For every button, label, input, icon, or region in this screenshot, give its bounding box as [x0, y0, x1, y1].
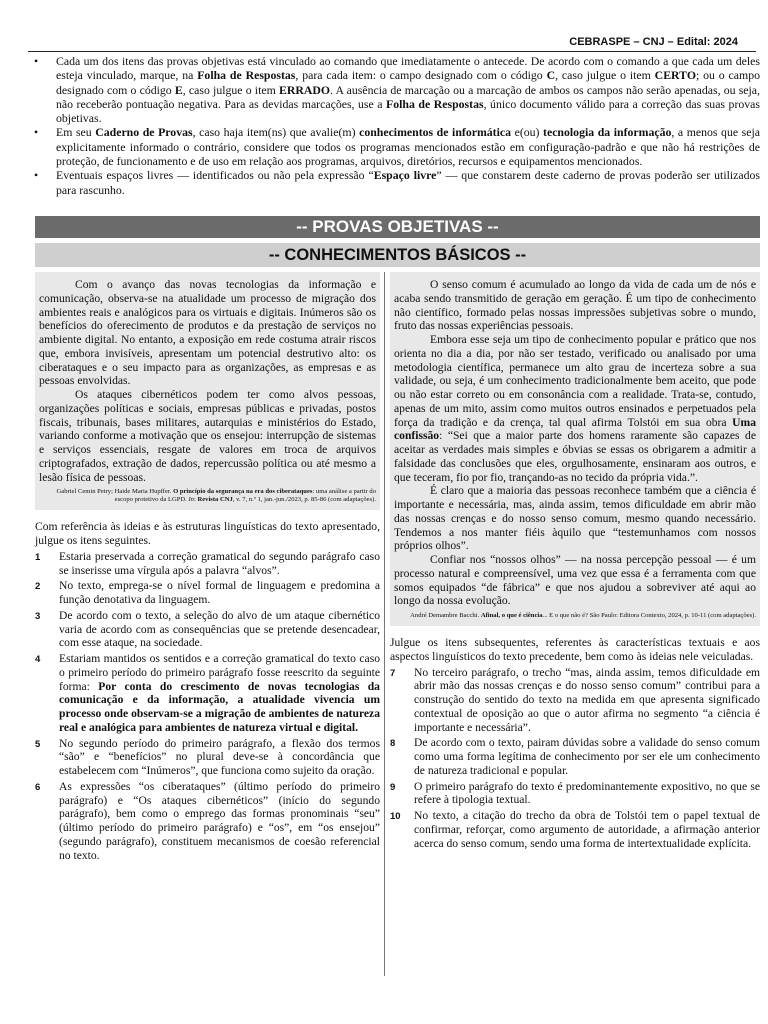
- question-items: [390, 666, 760, 851]
- passage-paragraph: Os ataques cibernéticos podem ter como alvos pessoas, organizações políticas e sociais, empresas públicas e privadas, postos fiscais, tribunais, bases militares, autarquias e ministérios do Estado, variando conforme a motivação que os ensejou: interrupção de sistemas e serviços essenciais, resgate de valores em troca de arquivos criptografados, extração de dados, repercussão política ou até mesmo a lesão física de pessoas.: [39, 388, 376, 484]
- column-divider: [384, 272, 385, 976]
- item-text: Estaria preservada a correção gramatical do segundo parágrafo caso se inserisse uma vírgula após a palavra “alvos”.: [59, 549, 380, 577]
- instruction-text: Eventuais espaços livres — identificados ou não pela expressão “Espaço livre” — que constarem deste caderno de provas poderão ser utilizados para rascunho.: [56, 168, 761, 197]
- item-text: No segundo período do primeiro parágrafo, a flexão dos termos “são” e “benefícios” no plural deve-se à concordância que estabelecem com “Inúmeros”, que funciona como sujeito da oração.: [59, 736, 380, 777]
- item-number: 7: [390, 667, 396, 679]
- instructions-list: [30, 54, 760, 197]
- bullet-icon: •: [34, 125, 39, 140]
- item-text: O primeiro parágrafo do texto é predominantemente expositivo, no que se refere à tipologia textual.: [414, 779, 760, 807]
- item-number: 1: [35, 551, 41, 563]
- instruction-text: Em seu Caderno de Provas, caso haja item(ns) que avalie(m) conhecimentos de informática e(ou) tecnologia da informação, a menos que seja explicitamente informado o contrário, considere que todos os programas mencionados estão em configuração-padrão e que não há restrições de proteção, de funcionamento e de uso em relação aos programas, arquivos, diretórios, recursos e equipamentos mencionados.: [56, 125, 760, 169]
- text-passage-2: [390, 272, 760, 626]
- question-item: [390, 809, 760, 850]
- bullet-icon: •: [34, 168, 39, 183]
- question-item: [35, 550, 380, 578]
- item-text: As expressões “os ciberataques” (último período do primeiro parágrafo) e “Os ataques cibernéticos” (início do segundo parágrafo), bem como o emprego das formas pronominais “seu” (último período do primeiro parágrafo) e “os”, em “os ensejou” (segundo parágrafo), constituem mecanismos de coesão referencial no texto.: [59, 779, 380, 862]
- question-items: [35, 550, 380, 863]
- right-column: [390, 272, 760, 850]
- item-text: De acordo com o texto, pairam dúvidas sobre a validade do senso comum como uma forma legítima de conhecimento por ser ele um conhecimento de natureza tradicional e popular.: [414, 736, 760, 777]
- question-item: [390, 666, 760, 735]
- passage-source: André Demambre Bacchi. Afinal, o que é ciência... E o que não é? São Paulo: Editora Contexto, 2024, p. 10-11 (com adaptações).: [410, 612, 756, 619]
- item-number: 3: [35, 610, 41, 622]
- passage-paragraph: O senso comum é acumulado ao longo da vida de cada um de nós e acaba sendo transmitido de geração em geração. É um tipo de conhecimento não científico, formado pelas nossas impressões subjetivas sobre o mundo, fruto das nossas experiências pessoais.: [394, 278, 756, 333]
- question-item: [35, 579, 380, 607]
- item-number: 9: [390, 781, 396, 793]
- item-number: 5: [35, 738, 41, 750]
- item-text: No texto, emprega-se o nível formal de linguagem e predomina a função denotativa da linguagem.: [59, 579, 380, 606]
- item-number: 4: [35, 654, 41, 665]
- item-number: 2: [35, 581, 41, 593]
- bullet-icon: •: [34, 54, 39, 68]
- item-text: No terceiro parágrafo, o trecho “mas, ainda assim, temos dificuldade em abrir mão das nossas crenças e do nosso senso comum” contribui para a construção do sentido do texto na medida em que apresenta significado contextual de oposição ao que o autor afirma no segmento “a ciência é importante e necessária”.: [414, 665, 760, 734]
- item-number: 6: [35, 781, 41, 793]
- item-text: No texto, a citação do trecho da obra de Tolstói tem o papel textual de confirmar, reforçar, como argumento de autoridade, a afirmação anterior acerca do senso comum, sendo uma forma de intertextualidade explícita.: [414, 809, 760, 850]
- passage-paragraph: Com o avanço das novas tecnologias da informação e comunicação, observa-se na atualidade um processo de migração dos ambientes reais e analógicos para os virtuais e digitais. Inúmeros são os benefícios do oferecimento de produtos e da prestação de serviços no ambiente digital. No entanto, a exposição em rede costuma atrair riscos que, embora invisíveis, apresentam um potencial destrutivo alto: os ciberataques e o seu impacto para as organizações, as empresas e as pessoas envolvidas.: [39, 278, 376, 388]
- question-prompt: Com referência às ideias e às estruturas linguísticas do texto apresentado, julgue os itens seguintes.: [35, 520, 380, 547]
- header-rule: [28, 51, 756, 52]
- exam-header: CEBRASPE – CNJ – Edital: 2024: [569, 36, 738, 48]
- section-band-main: -- PROVAS OBJETIVAS --: [35, 216, 760, 238]
- question-item: [35, 652, 380, 735]
- instruction-item: [30, 168, 760, 197]
- passage-paragraph: Confiar nos “nossos olhos” — na nossa percepção pessoal — é um processo natural e compreensível, uma vez que essa é a ferramenta com que somos equipados “de fábrica” e que nos ajudou a sobreviver até aqui ao longo da nossa evolução.: [394, 553, 756, 608]
- passage-source: Gabriel Cemin Petry; Haide Maria Hupffer. O princípio da segurança na era dos ciberataques: uma análise a partir do escopo protetivo da LGPD. In: Revista CNJ, v. 7, n.º 1, jan.-jun./2023, p. 85-86 (com adaptações).: [56, 488, 376, 504]
- question-item: [35, 609, 380, 650]
- question-prompt: Julgue os itens subsequentes, referentes às características textuais e aos aspectos linguísticos do texto precedente, bem como às ideias nele veiculadas.: [390, 636, 760, 663]
- passage-paragraph: É claro que a maioria das pessoas reconhece também que a ciência é importante e necessária, mas, ainda assim, temos dificuldade em abrir mão das nossas crenças e do nosso senso comum, mesmo quando necessário. Tendemos a nos manter fiéis àquilo que “testemunhamos com nossos próprios olhos”.: [394, 484, 756, 553]
- item-number: 8: [390, 738, 396, 750]
- question-item: [35, 737, 380, 778]
- item-number: 10: [390, 811, 401, 822]
- item-text: De acordo com o texto, a seleção do alvo de um ataque cibernético varia de acordo com as consequências que se pretende desencadear, com esse ataque, na sociedade.: [59, 608, 380, 650]
- instruction-item: [30, 54, 760, 125]
- item-text: Estariam mantidos os sentidos e a correção gramatical do texto caso o primeiro período do primeiro parágrafo fosse reescrito da seguinte forma: Por conta do crescimento de novas tecnologias da comunicação e da informação, a atualidade vivencia um processo onde observam-se a migração de ambientes de natureza real e analógica para ambientes de natureza virtual e digital.: [59, 652, 380, 734]
- question-item: [35, 780, 380, 863]
- instruction-item: [30, 125, 760, 168]
- left-column: [35, 272, 380, 862]
- text-passage-1: [35, 272, 380, 510]
- question-item: [390, 736, 760, 777]
- question-item: [390, 780, 760, 808]
- passage-paragraph: Embora esse seja um tipo de conhecimento popular e prático que nos orienta no dia a dia, por não ser testado, verificado ou analisado por uma metodologia científica, permanece um alto grau de incerteza sobre a sua validade, ou seja, é um conhecimento tradicionalmente bem aceito, que pode ou não estar correto ou em consonância com a realidade. Trata-se, contudo, apenas de um mito, assim como muitos outros ensinados e perpetuados pela força da tradição e da crença, tal qual afirma Tolstói em sua obra Uma confissão: “Sei que a maior parte dos homens raramente são capazes de aceitar as verdades mais simples e óbvias se essas os obrigarem a admitir a falsidade das conclusões que eles, orgulhosamente, ensinaram aos outros, e que teceram, fio por fio, trançando-as no tecido da própria vida.”.: [394, 333, 756, 484]
- section-band-basic-knowledge: -- CONHECIMENTOS BÁSICOS --: [35, 243, 760, 267]
- instruction-text: Cada um dos itens das provas objetivas está vinculado ao comando que imediatamente o antecede. De acordo com o comando a que cada um deles esteja vinculado, marque, na Folha de Respostas, para cada item: o campo designado com o código C, caso julgue o item CERTO; ou o campo designado com o código E, caso julgue o item ERRADO. A ausência de marcação ou a marcação de ambos os campos não serão apenadas, ou seja, não receberão pontuação negativa. Para as devidas marcações, use a Folha de Respostas, único documento válido para a correção das suas provas objetivas.: [56, 54, 760, 126]
